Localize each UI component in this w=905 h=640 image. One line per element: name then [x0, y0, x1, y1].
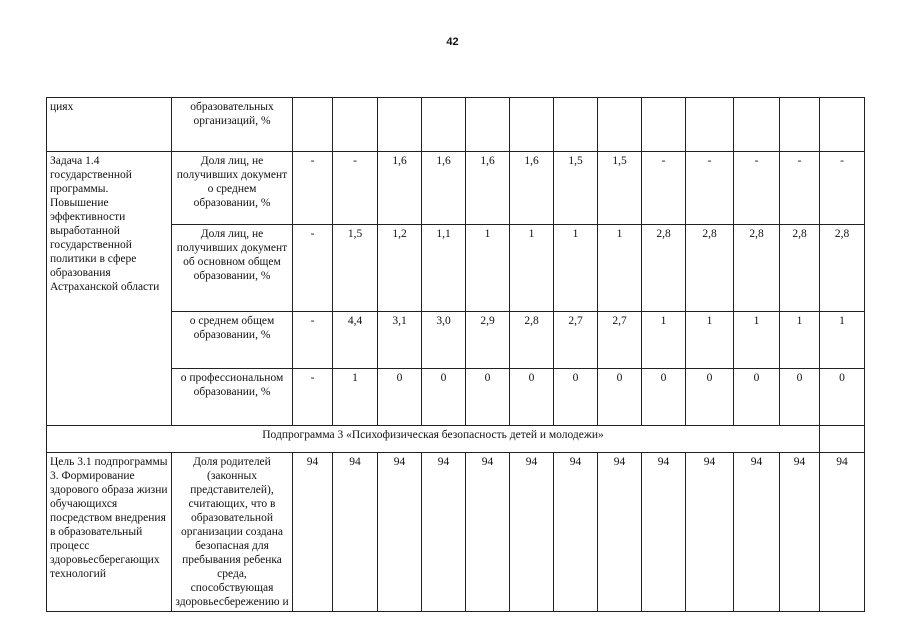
value-cell: 0: [466, 369, 510, 426]
value-cell: 1,2: [378, 225, 422, 312]
value-cell: [598, 98, 642, 152]
value-cell: 1,1: [422, 225, 466, 312]
value-cell: 2,8: [686, 225, 734, 312]
value-cell: 0: [820, 369, 865, 426]
indicators-table: [46, 97, 865, 612]
value-cell: 94: [734, 453, 780, 612]
indicator-cell: образовательных организаций, %: [172, 98, 293, 152]
indicator-cell: Доля лиц, не получивших документ о среднем образовании, %: [172, 152, 293, 225]
value-cell: 1,6: [378, 152, 422, 225]
value-cell: [554, 98, 598, 152]
goal-cell: Цель 3.1 подпрограммы 3. Формирование здорового образа жизни обучающихся посредством внедрения в образовательный процесс здоровьесберегающих технологий: [47, 453, 172, 612]
value-cell: 94: [642, 453, 686, 612]
value-cell: 4,4: [333, 312, 378, 369]
value-cell: -: [820, 152, 865, 225]
value-cell: 94: [554, 453, 598, 612]
value-cell: 1,6: [422, 152, 466, 225]
subprogram-title: Подпрограмма 3 «Психофизическая безопасность детей и молодежи»: [47, 426, 820, 453]
value-cell: 1: [333, 369, 378, 426]
indicator-cell: о среднем общем образовании, %: [172, 312, 293, 369]
value-cell: 1,6: [466, 152, 510, 225]
value-cell: 0: [510, 369, 554, 426]
value-cell: 1: [686, 312, 734, 369]
value-cell: -: [293, 369, 333, 426]
value-cell: [422, 98, 466, 152]
value-cell: [333, 98, 378, 152]
value-cell: -: [642, 152, 686, 225]
indicator-cell: Доля родителей (законных представителей), считающих, что в образовательной организации создана безопасная для пребывания ребенка среда, способствующая здоровьесбережению и: [172, 453, 293, 612]
value-cell: [378, 98, 422, 152]
value-cell: [780, 98, 820, 152]
value-cell: 1: [554, 225, 598, 312]
value-cell: 1,5: [554, 152, 598, 225]
empty-cell: [820, 426, 865, 453]
value-cell: 94: [780, 453, 820, 612]
value-cell: 2,7: [554, 312, 598, 369]
value-cell: -: [293, 152, 333, 225]
value-cell: [293, 98, 333, 152]
value-cell: -: [333, 152, 378, 225]
value-cell: 94: [422, 453, 466, 612]
value-cell: 1: [466, 225, 510, 312]
value-cell: 2,8: [780, 225, 820, 312]
value-cell: 0: [554, 369, 598, 426]
value-cell: [734, 98, 780, 152]
value-cell: 1: [598, 225, 642, 312]
value-cell: 1: [510, 225, 554, 312]
value-cell: 2,8: [510, 312, 554, 369]
value-cell: [510, 98, 554, 152]
value-cell: 0: [642, 369, 686, 426]
value-cell: 2,8: [642, 225, 686, 312]
value-cell: 94: [820, 453, 865, 612]
value-cell: 94: [510, 453, 554, 612]
goal-cell: Задача 1.4 государственной программы. Повышение эффективности выработанной государственной политики в сфере образования Астраханской области: [47, 152, 172, 426]
value-cell: -: [686, 152, 734, 225]
table-row: [47, 453, 865, 612]
value-cell: 94: [466, 453, 510, 612]
goal-cell: циях: [47, 98, 172, 152]
value-cell: 1: [820, 312, 865, 369]
value-cell: 1,6: [510, 152, 554, 225]
indicator-cell: Доля лиц, не получивших документ об основном общем образовании, %: [172, 225, 293, 312]
table-row: [47, 426, 865, 453]
value-cell: 94: [598, 453, 642, 612]
value-cell: 3,1: [378, 312, 422, 369]
value-cell: 94: [293, 453, 333, 612]
table-row: [47, 152, 865, 225]
value-cell: -: [780, 152, 820, 225]
value-cell: 94: [333, 453, 378, 612]
value-cell: 0: [422, 369, 466, 426]
value-cell: 1: [780, 312, 820, 369]
table-row: [47, 98, 865, 152]
page-number: 42: [446, 36, 459, 48]
value-cell: 2,7: [598, 312, 642, 369]
value-cell: 2,8: [734, 225, 780, 312]
value-cell: 0: [598, 369, 642, 426]
value-cell: [466, 98, 510, 152]
value-cell: 1: [734, 312, 780, 369]
value-cell: -: [293, 312, 333, 369]
value-cell: -: [734, 152, 780, 225]
value-cell: 1,5: [598, 152, 642, 225]
value-cell: 0: [686, 369, 734, 426]
value-cell: [820, 98, 865, 152]
value-cell: 3,0: [422, 312, 466, 369]
indicator-cell: о профессиональном образовании, %: [172, 369, 293, 426]
value-cell: 0: [780, 369, 820, 426]
value-cell: 0: [378, 369, 422, 426]
value-cell: [642, 98, 686, 152]
value-cell: 1: [642, 312, 686, 369]
value-cell: 2,8: [820, 225, 865, 312]
value-cell: 0: [734, 369, 780, 426]
value-cell: [686, 98, 734, 152]
value-cell: 94: [686, 453, 734, 612]
value-cell: 2,9: [466, 312, 510, 369]
value-cell: -: [293, 225, 333, 312]
value-cell: 94: [378, 453, 422, 612]
value-cell: 1,5: [333, 225, 378, 312]
